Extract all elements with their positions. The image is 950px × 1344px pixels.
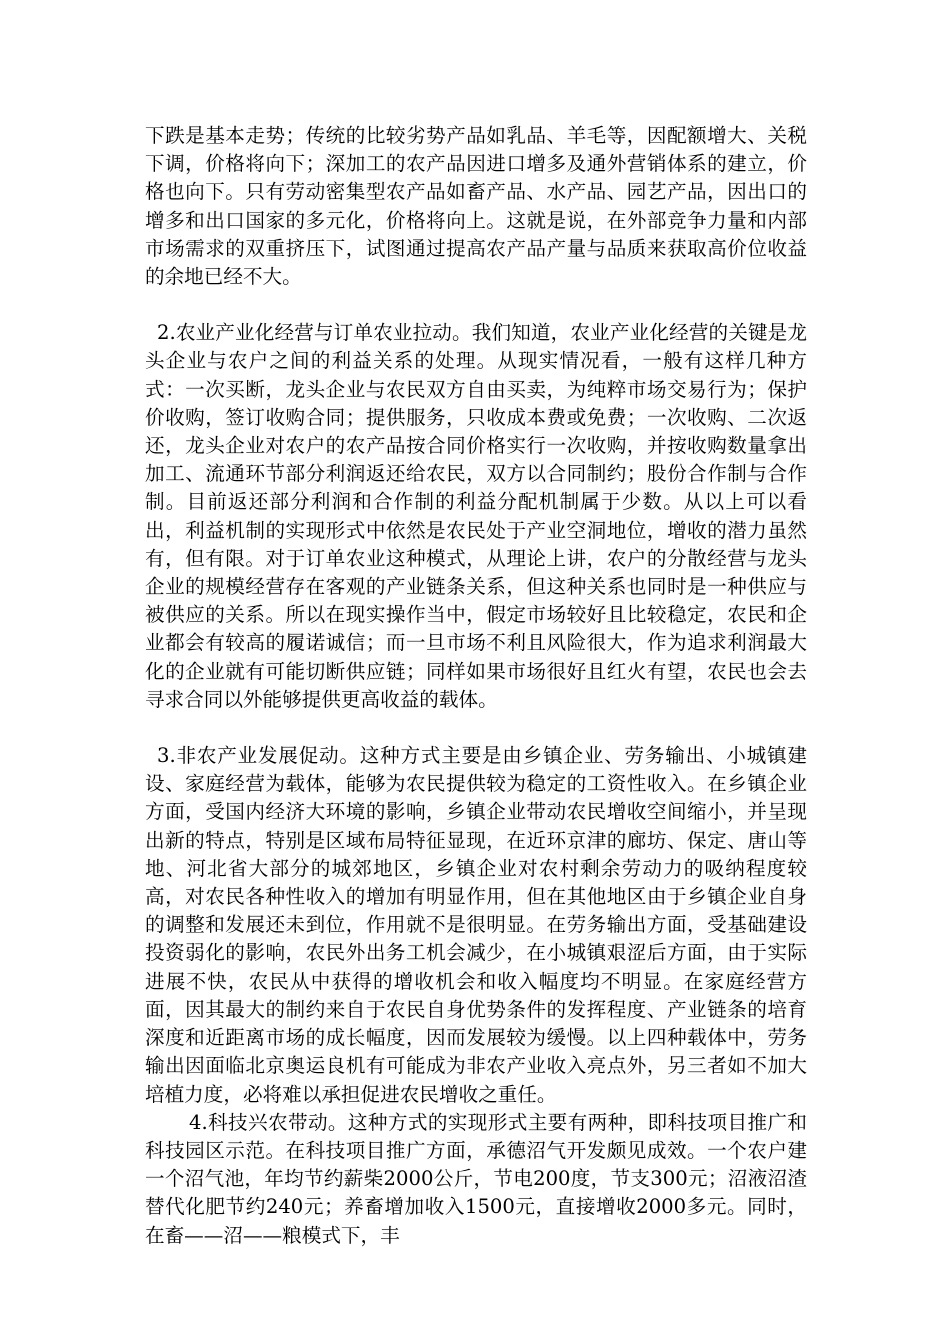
paragraph-spacer <box>145 714 807 742</box>
paragraph-technology: 4.科技兴农带动。这种方式的实现形式主要有两种，即科技项目推广和科技园区示范。在科技项目推广方面，承德沼气开发颇见成效。一个农户建一个沼气池，年均节约薪柴2000公斤，节电200度，节支300元；沼液沼渣替代化肥节约240元；养畜增加收入1500元，直接增收2000多元。同时，在畜——沼——粮模式下，丰 <box>145 1110 807 1247</box>
document-body <box>145 122 807 1250</box>
paragraph-industrialization: 2.农业产业化经营与订单农业拉动。我们知道，农业产业化经营的关键是龙头企业与农户之间的利益关系的处理。从现实情况看，一般有这样几种方式：一次买断，龙头企业与农民双方自由买卖，为纯粹市场交易行为；保护价收购，签订收购合同；提供服务，只收成本费或免费；一次收购、二次返还，龙头企业对农户的农产品按合同价格实行一次收购，并按收购数量拿出加工、流通环节部分利润返还给农民，双方以合同制约；股份合作制与合作制。目前返还部分利润和合作制的利益分配机制属于少数。从以上可以看出，利益机制的实现形式中依然是农民处于产业空洞地位，增收的潜力虽然有，但有限。对于订单农业这种模式，从理论上讲，农户的分散经营与龙头企业的规模经营存在客观的产业链条关系，但这种关系也同时是一种供应与被供应的关系。所以在现实操作当中，假定市场较好且比较稳定，农民和企业都会有较高的履诺诚信；而一旦市场不利且风险很大，作为追求利润最大化的企业就有可能切断供应链；同样如果市场很好且红火有望，农民也会去寻求合同以外能够提供更高收益的载体。 <box>145 321 807 711</box>
paragraph-spacer <box>145 291 807 319</box>
paragraph-non-agricultural: 3.非农产业发展促动。这种方式主要是由乡镇企业、劳务输出、小城镇建设、家庭经营为载体，能够为农民提供较为稳定的工资性收入。在乡镇企业方面，受国内经济大环境的影响，乡镇企业带动农民增收空间缩小，并呈现出新的特点，特别是区域布局特征显现，在近环京津的廊坊、保定、唐山等地、河北省大部分的城郊地区，乡镇企业对农村剩余劳动力的吸纳程度较高，对农民各种性收入的增加有明显作用，但在其他地区由于乡镇企业自身的调整和发展还未到位，作用就不是很明显。在劳务输出方面，受基础建设投资弱化的影响，农民外出务工机会减少，在小城镇艰涩后方面，由于实际进展不快，农民从中获得的增收机会和收入幅度均不明显。在家庭经营方面，因其最大的制约来自于农民自身优势条件的发挥程度、产业链条的培育深度和近距离市场的成长幅度，因而发展较为缓慢。以上四种载体中，劳务输出因面临北京奥运良机有可能成为非农产业收入亮点外，另三者如不加大培植力度，必将难以承担促进农民增收之重任。 <box>145 744 807 1106</box>
paragraph-price-trend: 下跌是基本走势；传统的比较劣势产品如乳品、羊毛等，因配额增大、关税下调，价格将向下；深加工的农产品因进口增多及通外营销体系的建立，价格也向下。只有劳动密集型农产品如畜产品、水产品、园艺产品，因出口的增多和出口国家的多元化，价格将向上。这就是说，在外部竞争力量和内部市场需求的双重挤压下，试图通过提高农产品产量与品质来获取高价位收益的余地已经不大。 <box>145 124 807 289</box>
